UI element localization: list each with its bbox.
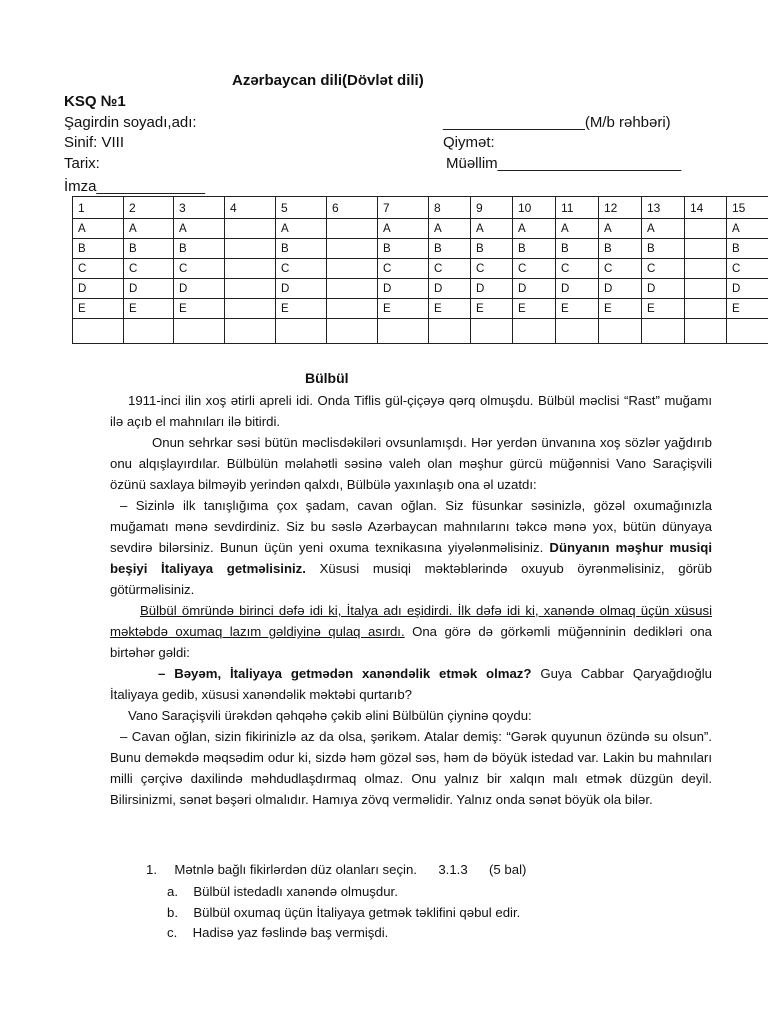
grid-cell[interactable]: A (174, 219, 225, 239)
grid-cell[interactable]: 10 (513, 197, 556, 219)
question-points: (5 bal) (489, 862, 527, 877)
signature-field[interactable]: İmza_____________ (64, 178, 205, 195)
grid-cell[interactable]: E (513, 299, 556, 319)
grid-cell[interactable]: C (642, 259, 685, 279)
grid-cell[interactable]: 14 (685, 197, 727, 219)
grid-cell[interactable]: D (471, 279, 513, 299)
option-b[interactable] (167, 905, 520, 920)
grid-answer-row (73, 319, 768, 344)
grid-cell[interactable]: D (73, 279, 124, 299)
grid-cell[interactable]: D (513, 279, 556, 299)
grid-cell[interactable] (225, 299, 276, 319)
paragraph-3-highlight: Dünyanın məşhur musiqi beşiyi İtaliyaya getməlisiniz. (110, 540, 712, 576)
paragraph-1: 1911-inci ilin xoş ətirli apreli idi. Onda Tiflis gül-çiçəyə qərq olmuşdu. Bülbül məclisi “Rast” muğamı ilə açıb el mahnıları ilə bitirdi. (110, 393, 712, 429)
paragraph-3-part-1: – Sizinlə ilk tanışlığıma çox şadam, cavan oğlan. Siz füsunkar səsinizlə, gözəl oxumağınızla muğamatı mənə sevdirdiniz. Siz bu səslə Azərbaycan mahnılarını təkcə mənə yox, bütün dünyaya sevdirə bilərsiniz. Bunun üçün yeni oxuma texnikasına yiyələnməlisiniz. (110, 498, 712, 555)
grid-cell[interactable] (685, 279, 727, 299)
class-label: Sinif: VIII (64, 134, 125, 151)
grid-cell[interactable]: 7 (378, 197, 429, 219)
grid-cell[interactable]: A (727, 219, 768, 239)
grid-cell[interactable]: 3 (174, 197, 225, 219)
grid-cell[interactable]: 5 (276, 197, 327, 219)
grid-cell[interactable]: C (471, 259, 513, 279)
grid-cell[interactable] (556, 319, 599, 344)
grid-cell[interactable] (327, 279, 378, 299)
grid-cell[interactable]: E (73, 299, 124, 319)
paragraph-5-question: – Bəyəm, İtaliyaya getmədən xanəndəlik etmək olmaz? (158, 666, 532, 681)
grid-cell[interactable]: C (727, 259, 768, 279)
grid-cell[interactable]: C (276, 259, 327, 279)
option-letter: c. (167, 925, 178, 940)
grid-cell[interactable] (225, 259, 276, 279)
grid-cell[interactable]: C (513, 259, 556, 279)
grid-cell[interactable]: B (378, 239, 429, 259)
grid-cell[interactable] (327, 299, 378, 319)
grid-cell[interactable]: D (429, 279, 471, 299)
paragraph-5-part-2: Guya Cabbar Qaryağdıoğlu İtaliyaya gedib, xüsusi xanəndəlik məktəbi qurtarıb? (110, 666, 712, 702)
option-letter: a. (167, 884, 178, 899)
grid-cell[interactable] (685, 319, 727, 344)
grid-cell[interactable]: 13 (642, 197, 685, 219)
test-number: KSQ №1 (64, 93, 126, 110)
grid-cell[interactable] (327, 319, 378, 344)
paragraph-5 (110, 663, 712, 705)
grid-cell[interactable] (327, 219, 378, 239)
grid-cell[interactable] (513, 319, 556, 344)
grid-cell[interactable]: A (556, 219, 599, 239)
grid-cell[interactable]: C (556, 259, 599, 279)
grid-cell[interactable]: E (378, 299, 429, 319)
grid-cell[interactable]: A (471, 219, 513, 239)
grid-cell[interactable] (378, 319, 429, 344)
grid-cell[interactable] (73, 319, 124, 344)
grid-option-row (73, 219, 768, 239)
grid-cell[interactable] (642, 319, 685, 344)
grid-cell[interactable]: 1 (73, 197, 124, 219)
student-name-label: Şagirdin soyadı,adı: (64, 114, 197, 131)
grid-cell[interactable] (276, 319, 327, 344)
paragraph-4-part-2: Ona görə də görkəmli müğənninin dedikləri ona birtəhər gəldi: (110, 624, 712, 660)
grid-cell[interactable]: 8 (429, 197, 471, 219)
grid-cell[interactable]: A (599, 219, 642, 239)
grid-cell[interactable]: E (727, 299, 768, 319)
answer-grid (72, 196, 768, 344)
grid-cell[interactable]: C (174, 259, 225, 279)
grid-cell[interactable] (327, 259, 378, 279)
grid-cell[interactable]: D (276, 279, 327, 299)
grid-cell[interactable]: B (727, 239, 768, 259)
grid-cell[interactable]: 12 (599, 197, 642, 219)
question-1 (146, 862, 526, 877)
grid-cell[interactable]: A (429, 219, 471, 239)
grid-header-row (73, 197, 768, 219)
grade-label: Qiymət: (443, 134, 495, 151)
grid-cell[interactable]: C (378, 259, 429, 279)
grid-cell[interactable]: 6 (327, 197, 378, 219)
paragraph-4 (110, 600, 712, 663)
grid-option-row (73, 259, 768, 279)
grid-cell[interactable] (225, 319, 276, 344)
grid-cell[interactable]: D (642, 279, 685, 299)
grid-cell[interactable]: A (513, 219, 556, 239)
grid-cell[interactable]: 9 (471, 197, 513, 219)
grid-cell[interactable] (685, 259, 727, 279)
grid-cell[interactable]: C (429, 259, 471, 279)
grid-cell[interactable] (225, 239, 276, 259)
grid-cell[interactable]: B (174, 239, 225, 259)
grid-cell[interactable]: E (556, 299, 599, 319)
grid-cell[interactable]: E (471, 299, 513, 319)
option-a[interactable] (167, 884, 398, 899)
paragraph-6: Vano Saraçişvili ürəkdən qəhqəhə çəkib əlini Bülbülün çiyninə qoydu: (128, 708, 532, 723)
grid-option-row (73, 239, 768, 259)
grid-cell[interactable] (225, 279, 276, 299)
grid-cell[interactable]: A (276, 219, 327, 239)
grid-cell[interactable]: A (378, 219, 429, 239)
option-text: Bülbül istedadlı xanəndə olmuşdur. (193, 884, 398, 899)
grid-cell[interactable]: D (174, 279, 225, 299)
grid-cell[interactable]: D (727, 279, 768, 299)
grid-cell[interactable]: E (642, 299, 685, 319)
question-text: Mətnlə bağlı fikirlərdən düz olanları seçin. (174, 862, 417, 877)
grid-cell[interactable] (685, 299, 727, 319)
grid-cell[interactable] (429, 319, 471, 344)
grid-cell[interactable]: D (124, 279, 174, 299)
grid-option-row (73, 279, 768, 299)
grid-cell[interactable]: 4 (225, 197, 276, 219)
grid-cell[interactable]: B (556, 239, 599, 259)
grid-cell[interactable]: 15 (727, 197, 768, 219)
grid-cell[interactable] (225, 219, 276, 239)
grid-cell[interactable]: D (556, 279, 599, 299)
option-c[interactable] (167, 925, 388, 940)
supervisor-field[interactable]: _________________(M/b rəhbəri) (443, 114, 671, 131)
subject-title: Azərbaycan dili(Dövlət dili) (232, 72, 424, 89)
grid-cell[interactable]: A (642, 219, 685, 239)
grid-cell[interactable] (327, 239, 378, 259)
grid-cell[interactable]: B (124, 239, 174, 259)
grid-cell[interactable] (685, 239, 727, 259)
option-text: Bülbül oxumaq üçün İtaliyaya getmək təklifini qəbul edir. (193, 905, 521, 920)
paragraph-7: – Cavan oğlan, sizin fikirinizlə az da olsa, şərikəm. Atalar demiş: “Gərək quyunun özündə su olsun”. Bunu deməkdə məqsədim odur ki, sizdə həm gözəl səs, həm də böyük istedad var. Lakin bu mahnıları milli çərçivə daxilində məhdudlaşdırmaq olmaz. Onu yalnız bir xalqın malı etmək düzgün deyil. Bilirsinizmi, sənət bəşəri olmalıdır. Hamıya zövq verməlidir. Yalnız onda sənət böyük ola bilər. (110, 729, 712, 807)
grid-cell[interactable]: B (429, 239, 471, 259)
option-text: Hadisə yaz fəslində baş vermişdi. (192, 925, 389, 940)
grid-cell[interactable] (471, 319, 513, 344)
grid-cell[interactable]: B (471, 239, 513, 259)
grid-cell[interactable]: E (174, 299, 225, 319)
reading-text (110, 390, 712, 810)
grid-cell[interactable]: 11 (556, 197, 599, 219)
paragraph-3-part-3: Xüsusi musiqi məktəblərində oxuyub öyrənməlisiniz, görüb götürməlisiniz. (110, 561, 712, 597)
grid-cell[interactable]: E (276, 299, 327, 319)
question-number: 1. (146, 862, 157, 877)
grid-cell[interactable] (599, 319, 642, 344)
grid-cell[interactable]: C (599, 259, 642, 279)
question-code: 3.1.3 (438, 862, 468, 877)
grid-cell[interactable]: E (599, 299, 642, 319)
grid-cell[interactable]: B (276, 239, 327, 259)
grid-cell[interactable]: D (378, 279, 429, 299)
grid-cell[interactable]: E (429, 299, 471, 319)
grid-cell[interactable]: A (73, 219, 124, 239)
grid-cell[interactable] (727, 319, 768, 344)
grid-cell[interactable]: B (73, 239, 124, 259)
grid-cell[interactable]: D (599, 279, 642, 299)
date-label: Tarix: (64, 155, 100, 172)
option-letter: b. (167, 905, 178, 920)
grid-cell[interactable]: A (124, 219, 174, 239)
teacher-field[interactable]: Müəllim______________________ (446, 155, 682, 172)
grid-cell[interactable]: B (599, 239, 642, 259)
text-title: Bülbül (305, 370, 349, 386)
paragraph-4-underlined: Bülbül ömründə birinci dəfə idi ki, İtalya adı eşidirdi. İlk dəfə idi ki, xanəndə olmaq üçün xüsusi məktəbdə oxumaq lazım gəldiyinə qulaq asırdı. (110, 603, 712, 639)
grid-cell[interactable] (174, 319, 225, 344)
grid-option-row (73, 299, 768, 319)
paragraph-3 (110, 495, 712, 600)
grid-cell[interactable] (685, 219, 727, 239)
grid-cell[interactable]: B (513, 239, 556, 259)
grid-cell[interactable]: E (124, 299, 174, 319)
grid-cell[interactable]: B (642, 239, 685, 259)
paragraph-2: Onun sehrkar səsi bütün məclisdəkiləri ovsunlamışdı. Hər yerdən ünvanına xoş sözlər yağdırıb onu alqışlayırdılar. Bülbülün məlahətli səsinə valeh olan məşhur gürcü müğənnisi Vano Saraçişvili özünü saxlaya bilməyib yerindən qalxdı, Bülbülə yaxınlaşıb ona əl uzatdı: (110, 435, 712, 492)
grid-cell[interactable]: 2 (124, 197, 174, 219)
grid-cell[interactable]: C (124, 259, 174, 279)
grid-cell[interactable]: C (73, 259, 124, 279)
grid-cell[interactable] (124, 319, 174, 344)
